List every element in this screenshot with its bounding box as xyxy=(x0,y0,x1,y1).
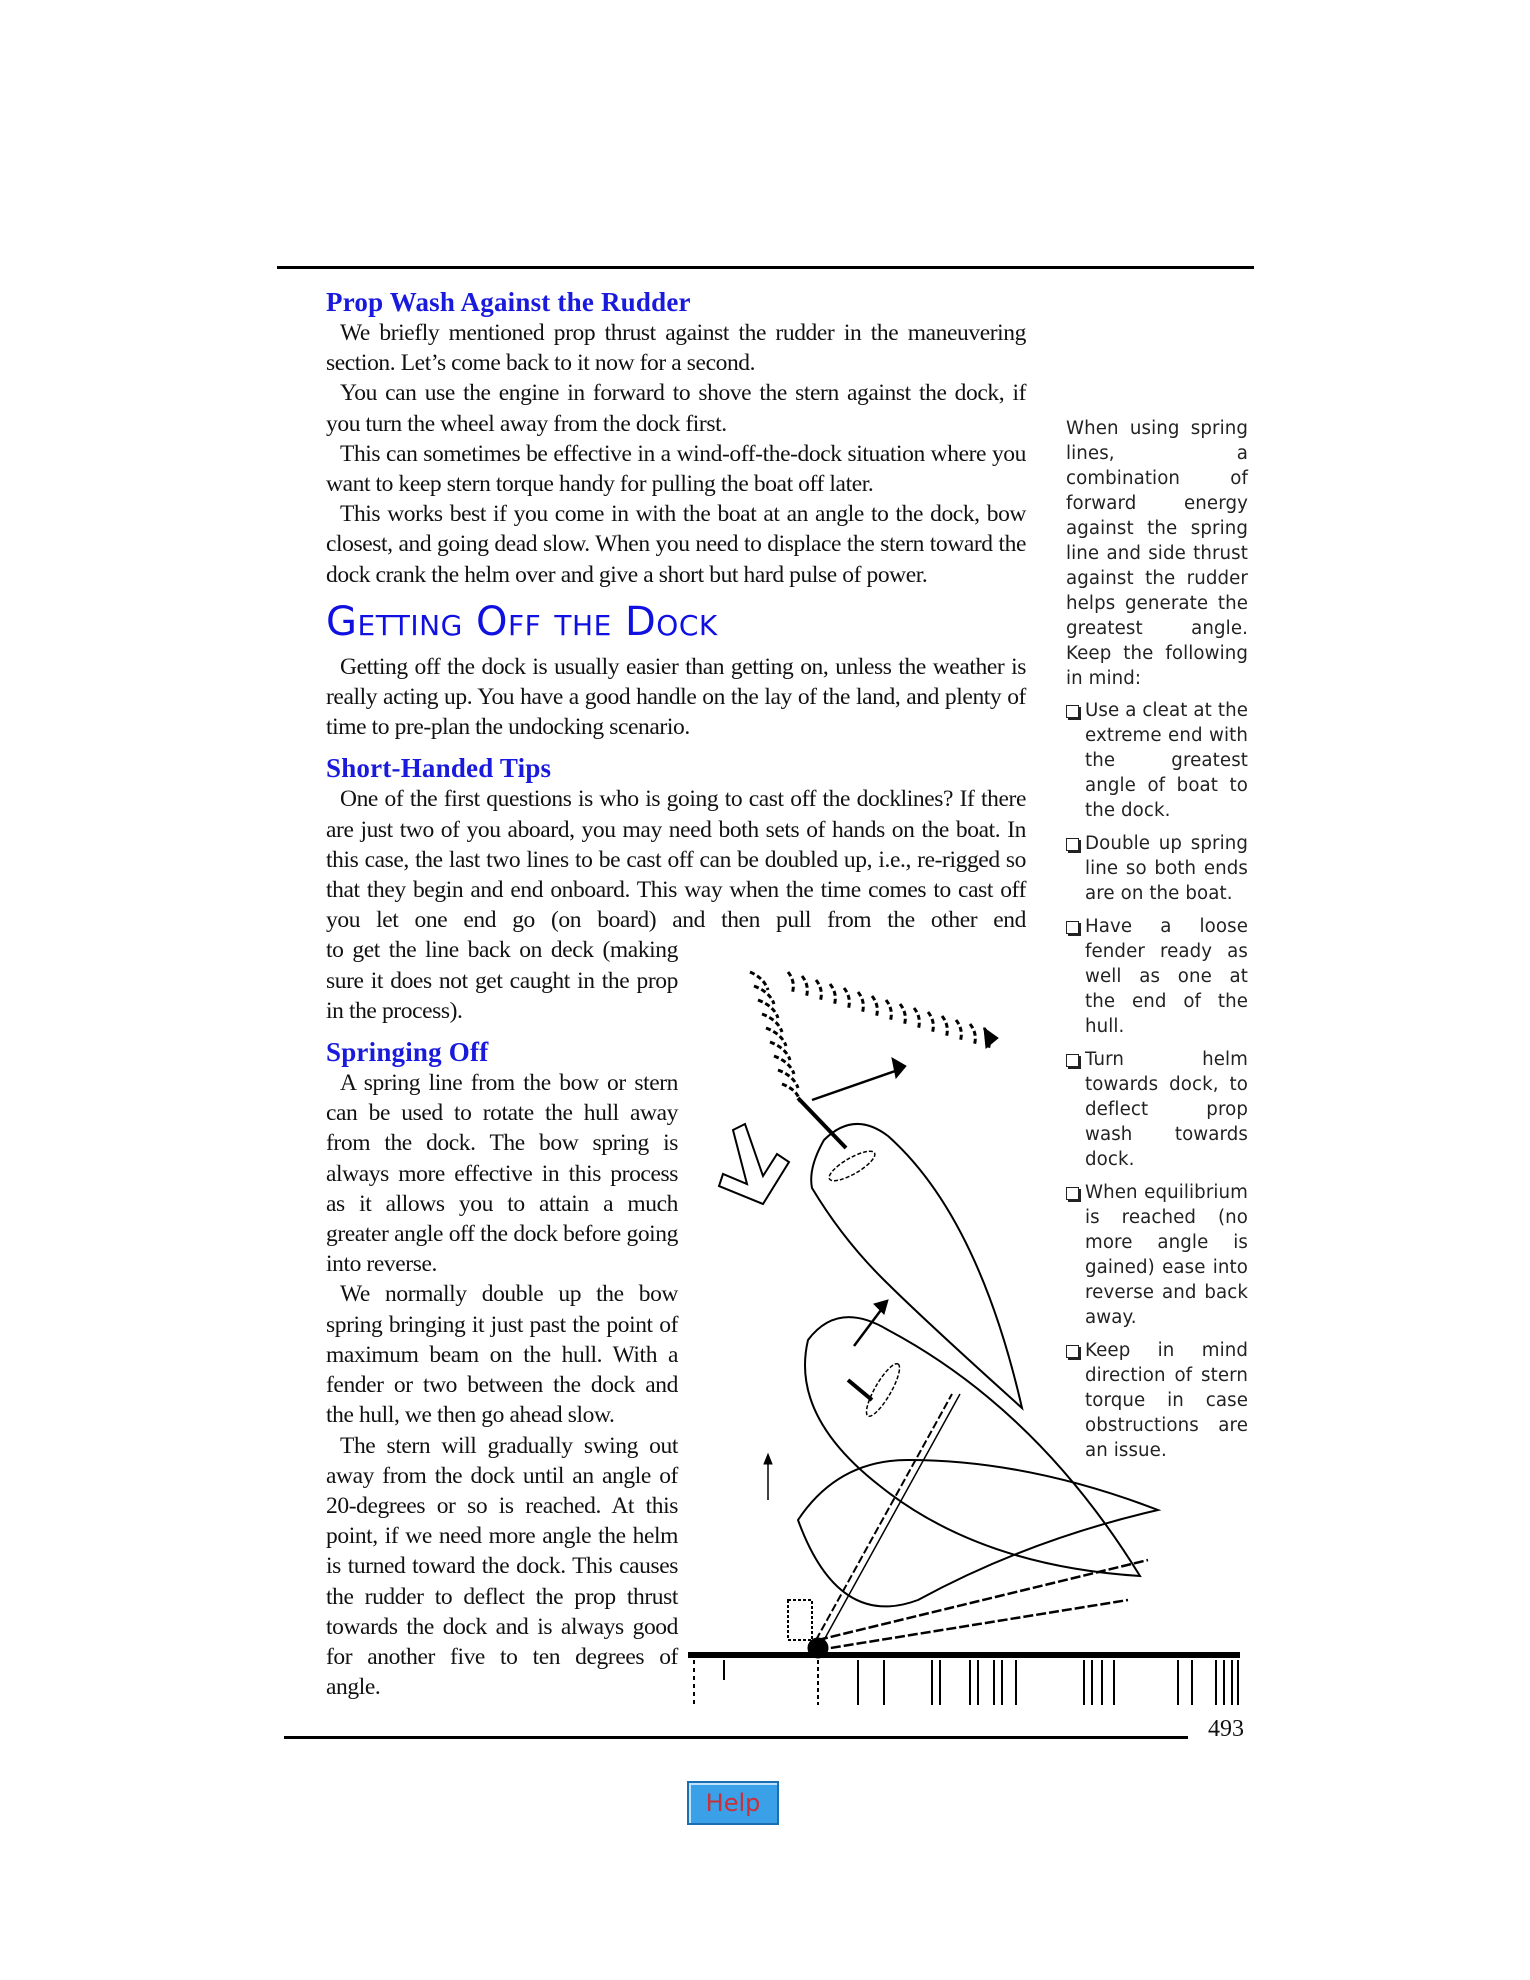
checkbox-icon xyxy=(1066,921,1079,934)
chapter-title: Getting Off the Dock xyxy=(326,598,718,645)
paragraph: One of the first questions is who is going to cast off the docklines? If there are just two of you aboard, you may need both sets of hands on the boat. In this case, the last two lines to be cast off can be doubled up, i.e., re-rigged so that they begin and end onboard. This way when the time comes to cast off you let one end go (on board) and then pull from the other end xyxy=(326,786,1026,934)
checkbox-icon xyxy=(1066,838,1079,851)
paragraph: Getting off the dock is usually easier than getting on, unless the weather is really acting up. You have a good handle on the lay of the land, and plenty of time to pre-plan the undocking scenario. xyxy=(326,653,1026,741)
springing-off-diagram xyxy=(688,960,1248,1705)
sidebar-intro: When using spring lines, a combination of forward energy against the spring line and side thrust against the rudder helps generate the greatest angle. Keep the following in mind: xyxy=(1066,418,1248,689)
checklist-item: Use a cleat at the extreme end with the greatest angle of boat to the dock. xyxy=(1066,698,1248,823)
paragraph: This works best if you come in with the boat at an angle to the dock, bow closest, and going dead slow. When you need to displace the stern toward the dock crank the helm over and give a short but hard pulse of power. xyxy=(326,501,1026,588)
paragraph: A spring line from the bow or stern can be used to rotate the hull away from the dock. The bow spring is always more effective in this process as it allows you to attain a much greater angle off the dock before going into reverse. xyxy=(326,1070,678,1278)
checklist-item: Keep in mind direction of stern torque in case obstructions are an issue. xyxy=(1066,1338,1248,1463)
heading-springing-off: Springing Off xyxy=(326,1037,489,1068)
paragraph: This can sometimes be effective in a wind-off-the-dock situation where you want to keep stern torque handy for pulling the boat off later. xyxy=(326,440,1026,498)
checklist-item: Turn helm towards dock, to deflect prop wash towards dock. xyxy=(1066,1047,1248,1172)
heading-prop-wash: Prop Wash Against the Rudder xyxy=(326,287,691,317)
heading-short-handed: Short-Handed Tips xyxy=(326,753,552,784)
paragraph: We briefly mentioned prop thrust against the rudder in the maneuvering section. Let’s come back to it now for a second. xyxy=(326,320,1026,377)
checklist-item: Double up spring line so both ends are on the boat. xyxy=(1066,831,1248,906)
help-button[interactable]: Help xyxy=(687,1781,779,1825)
paragraph: We normally double up the bow spring bringing it just past the point of maximum beam on the hull. With a fender or two between the dock and the hull, we then go ahead slow. xyxy=(326,1281,678,1429)
paragraph: The stern will gradually swing out away from the dock until an angle of 20-degrees or so is reached. At this point, if we need more angle the helm is turned toward the dock. This causes the rudder to deflect the prop thrust towards the dock and is always good for another five to ten degrees of angle. xyxy=(326,1432,678,1701)
prop-wash-icon xyxy=(750,972,989,1102)
paragraph: to get the line back on deck (making sure it does not get caught in the prop in the process). xyxy=(326,937,678,1024)
paragraph: You can use the engine in forward to shove the stern against the dock, if you turn the wheel away from the dock first. xyxy=(326,380,1026,437)
checklist-item: Have a loose fender ready as well as one at the end of the hull. xyxy=(1066,914,1248,1039)
top-rule xyxy=(277,266,1254,269)
checkbox-icon xyxy=(1066,705,1079,718)
page-number: 493 xyxy=(1208,1716,1244,1742)
checklist-item: When equilibrium is reached (no more angle is gained) ease into reverse and back away. xyxy=(1066,1180,1248,1330)
bottom-rule xyxy=(284,1736,1188,1739)
